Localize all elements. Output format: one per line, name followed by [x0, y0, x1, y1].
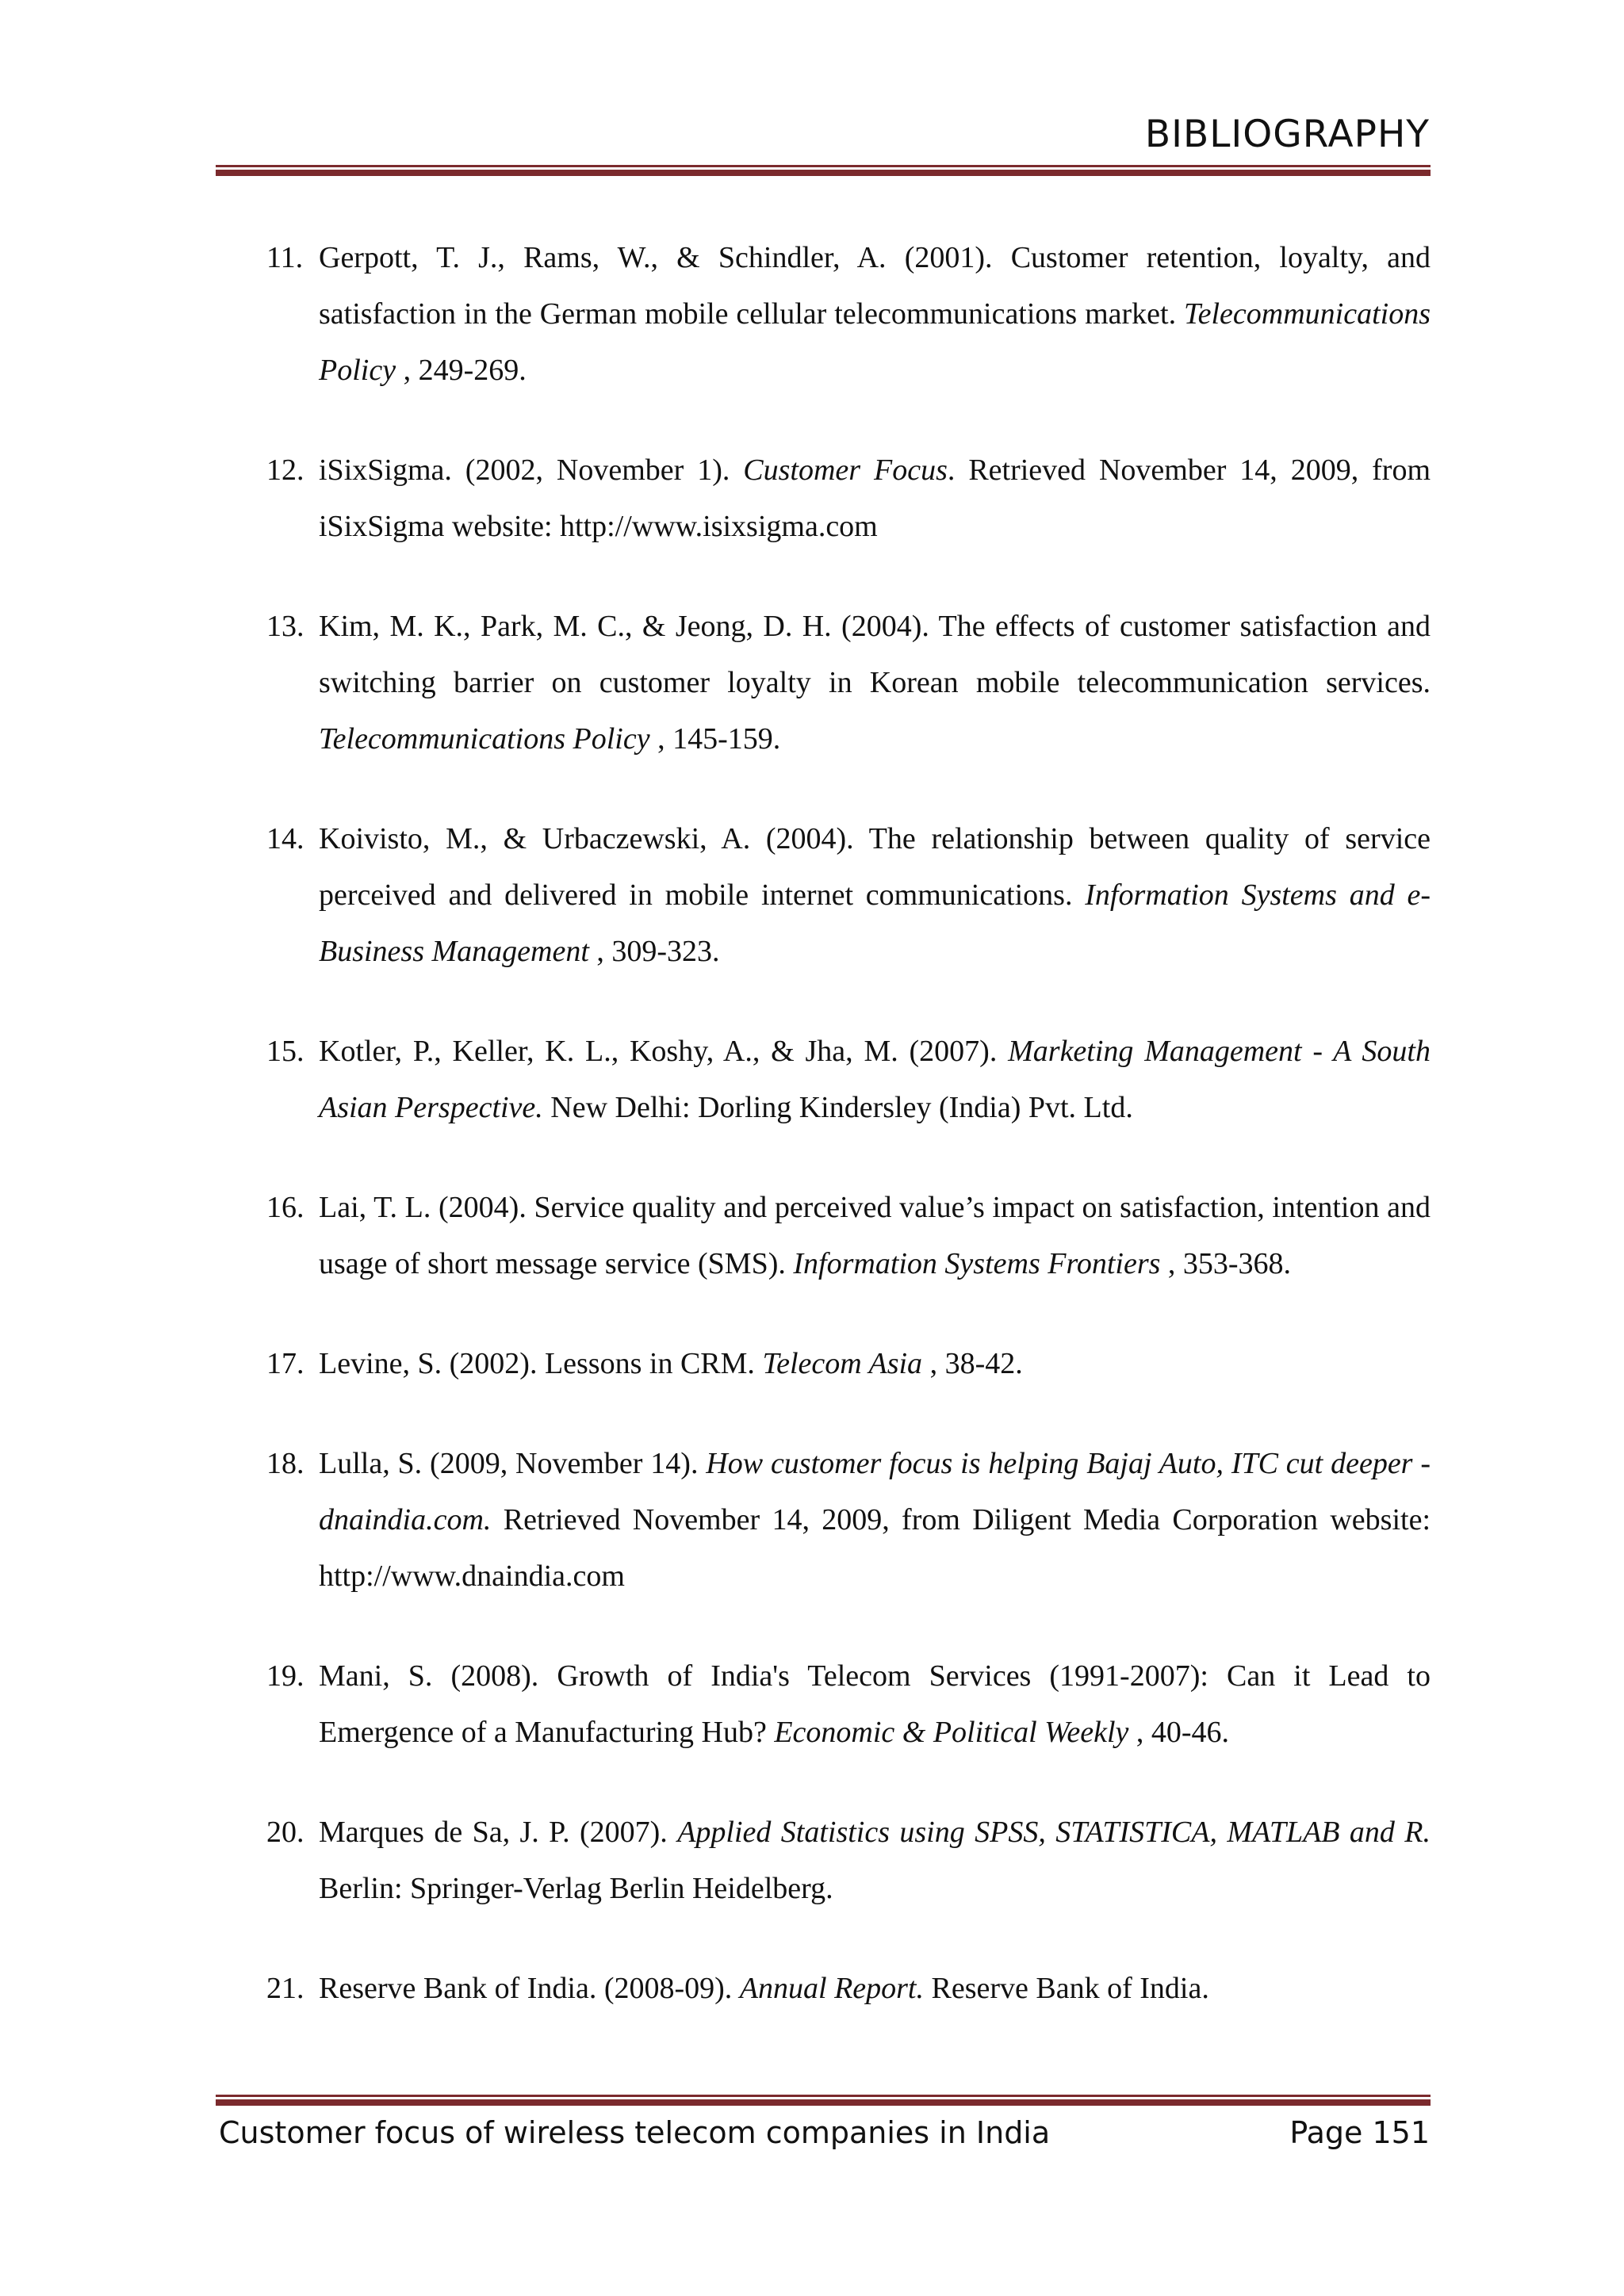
reference-source: Annual Report. [739, 1972, 924, 2005]
reference-text: Kotler, P., Keller, K. L., Koshy, A., & Jha, M. (2007). [319, 1035, 1009, 1068]
page-number: Page 151 [1289, 2115, 1430, 2150]
reference-number: 12. [266, 453, 304, 487]
footer-rule [216, 2095, 1431, 2106]
reference-text: iSixSigma. (2002, November 1). [319, 453, 744, 487]
reference-text: Gerpott, T. J., Rams, W., & Schindler, A. (2001). Customer retention, loyalty, and satisfaction in the German mobile cellular telecommunications market. [319, 241, 1431, 331]
reference-source: Information Systems and e-Business Management [319, 878, 1431, 968]
reference-item [216, 1804, 1431, 1917]
reference-item [216, 442, 1431, 555]
reference-source: Telecommunications Policy [319, 297, 1431, 387]
reference-text: Reserve Bank of India. (2008-09). [319, 1972, 740, 2005]
reference-item [216, 230, 1431, 399]
reference-text: Koivisto, M., & Urbaczewski, A. (2004). The relationship between quality of service perceived and delivered in mobile internet communications. [319, 822, 1431, 912]
reference-item [216, 1648, 1431, 1761]
reference-text: Kim, M. K., Park, M. C., & Jeong, D. H. (2004). The effects of customer satisfaction and switching barrier on customer loyalty in Korean mobile telecommunication services. [319, 610, 1431, 699]
reference-item [216, 811, 1431, 980]
reference-number: 16. [266, 1191, 304, 1224]
reference-number: 11. [266, 241, 304, 274]
footer-document-title: Customer focus of wireless telecom companies in India [219, 2115, 1051, 2150]
reference-number: 21. [266, 1972, 304, 2005]
reference-number: 18. [266, 1447, 304, 1480]
reference-source: Applied Statistics using SPSS, STATISTICA, MATLAB and R. [677, 1816, 1431, 1849]
reference-pages: . Retrieved November 14, 2009, from iSixSigma website: http://www.isixsigma.com [319, 453, 1431, 543]
reference-source: Telecom Asia [762, 1347, 923, 1380]
page-title: BIBLIOGRAPHY [1144, 113, 1430, 156]
reference-number: 14. [266, 822, 304, 855]
reference-item [216, 1180, 1431, 1292]
reference-pages: , 38-42. [922, 1347, 1023, 1380]
reference-number: 13. [266, 610, 304, 643]
reference-source: Telecommunications Policy [319, 722, 650, 756]
reference-pages: Retrieved November 14, 2009, from Diligent Media Corporation website: http://www.dnaindia.com [319, 1503, 1431, 1593]
reference-source: Marketing Management - A South Asian Perspective. [319, 1035, 1431, 1124]
reference-number: 19. [266, 1659, 304, 1693]
reference-source: Customer Focus [743, 453, 948, 487]
reference-item [216, 1336, 1431, 1392]
reference-text: Lulla, S. (2009, November 14). [319, 1447, 707, 1480]
reference-item [216, 1436, 1431, 1605]
reference-pages: Reserve Bank of India. [924, 1972, 1209, 2005]
reference-item [216, 1024, 1431, 1136]
reference-number: 17. [266, 1347, 304, 1380]
reference-text: Mani, S. (2008). Growth of India's Telecom Services (1991-2007): Can it Lead to Emergence of a Manufacturing Hub? [319, 1659, 1431, 1749]
reference-number: 15. [266, 1035, 304, 1068]
reference-pages: , 249-269. [396, 354, 527, 387]
reference-source: Economic & Political Weekly [774, 1716, 1129, 1749]
page-footer [219, 2105, 1430, 2160]
reference-number: 20. [266, 1816, 304, 1849]
reference-item [216, 1961, 1431, 2017]
reference-text: Levine, S. (2002). Lessons in CRM. [319, 1347, 763, 1380]
reference-pages: , 145-159. [649, 722, 781, 756]
reference-text: Lai, T. L. (2004). Service quality and perceived value’s impact on satisfaction, intention and usage of short message service (SMS). [319, 1191, 1431, 1280]
reference-text: Marques de Sa, J. P. (2007). [319, 1816, 678, 1849]
header-rule [216, 165, 1431, 176]
reference-list [216, 230, 1431, 2061]
reference-pages: New Delhi: Dorling Kindersley (India) Pvt. Ltd. [542, 1091, 1133, 1124]
reference-pages: , 309-323. [588, 935, 720, 968]
reference-source: How customer focus is helping Bajaj Auto, ITC cut deeper - dnaindia.com. [319, 1447, 1431, 1536]
reference-pages: , 40-46. [1128, 1716, 1230, 1749]
reference-pages: , 353-368. [1160, 1247, 1292, 1280]
reference-source: Information Systems Frontiers [793, 1247, 1161, 1280]
reference-pages: Berlin: Springer-Verlag Berlin Heidelberg. [319, 1872, 833, 1905]
reference-item [216, 599, 1431, 767]
